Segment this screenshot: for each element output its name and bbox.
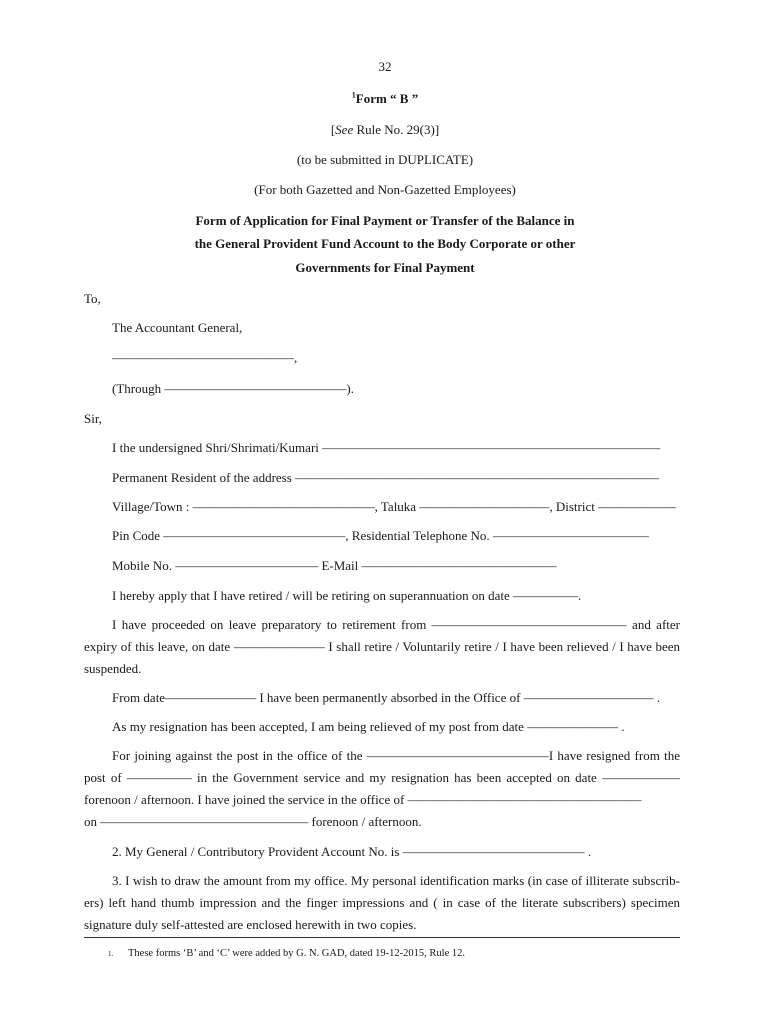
submission-note: (to be submitted in DUPLICATE) [296,152,474,167]
footnote-divider [84,937,680,938]
salutation: Sir, [84,411,102,426]
recipient-blank-line: ——————————————, [112,350,298,365]
withdraw-line-3: signature duly self-attested are enclosed herewith in two copies. [84,917,417,932]
withdraw-line-2: ers) left hand thumb impression and the finger impressions and ( in case of the literate subscribers) specimen [84,895,680,910]
rule-reference [0,122,770,138]
form-title-text: Form “ B ” [355,91,419,106]
page-number: 32 [378,59,392,74]
rule-bracket-open: [ [330,122,336,137]
recipient: The Accountant General, [112,320,243,335]
permanent-address-line: Permanent Resident of the address ———————————————————————————— [112,470,660,485]
form-title [0,91,770,107]
footnote-mark: 1. [108,950,114,958]
leave-line-2: expiry of this leave, on date ——————— I shall retire / Voluntarily retire / I have been relieved / I have been [84,639,680,654]
form-heading-line-2: the General Provident Fund Account to the Body Corporate or other [194,236,576,251]
provident-account-line: 2. My General / Contributory Provident Account No. is —————————————— . [112,844,592,859]
absorption-statement: From date——————— I have been permanently absorbed in the Office of —————————— . [112,690,661,705]
mobile-email-line: Mobile No. ——————————— E-Mail ——————————————— [112,558,557,573]
joining-line-4: on ———————————————— forenoon / afternoon. [84,814,422,829]
resignation-statement: As my resignation has been accepted, I am being relieved of my post from date ——————— . [112,719,625,734]
leave-line-3: suspended. [84,661,142,676]
to-label: To, [84,291,101,306]
pin-telephone-line: Pin Code ——————————————, Residential Telephone No. ———————————— [112,528,649,543]
footnote-text: These forms ‘B’ and ‘C’ were added by G. N. GAD, dated 19-12-2015, Rule 12. [128,948,465,959]
through-line: (Through ——————————————). [112,381,354,396]
rule-see: See [335,122,354,137]
leave-line-1: I have proceeded on leave preparatory to retirement from ——————————————— and after [112,617,680,632]
form-heading-line-1: Form of Application for Final Payment or Transfer of the Balance in [195,213,575,228]
form-title-footnote-mark: 1 [351,90,356,100]
village-taluka-district-line: Village/Town : ——————————————, Taluka ——————————, District —————— [112,499,677,514]
joining-line-1: For joining against the post in the office of the ——————————————I have resigned from the [112,748,680,763]
undersigned-line: I the undersigned Shri/Shrimati/Kumari —————————————————————————— [112,440,661,455]
rule-bracket-close: ] [434,122,440,137]
joining-line-3: forenoon / afternoon. I have joined the service in the office of —————————————————— [84,792,642,807]
rule-number: Rule No. 29(3) [353,122,435,137]
joining-line-2: post of ————— in the Government service and my resignation has been accepted on date —————— [84,770,680,785]
employees-note: (For both Gazetted and Non-Gazetted Employees) [254,182,516,197]
withdraw-line-1: 3. I wish to draw the amount from my office. My personal identification marks (in case of illiterate subscrib- [112,873,680,888]
form-heading-line-3: Governments for Final Payment [295,260,475,275]
retirement-statement: I hereby apply that I have retired / will be retiring on superannuation on date —————. [112,588,582,603]
